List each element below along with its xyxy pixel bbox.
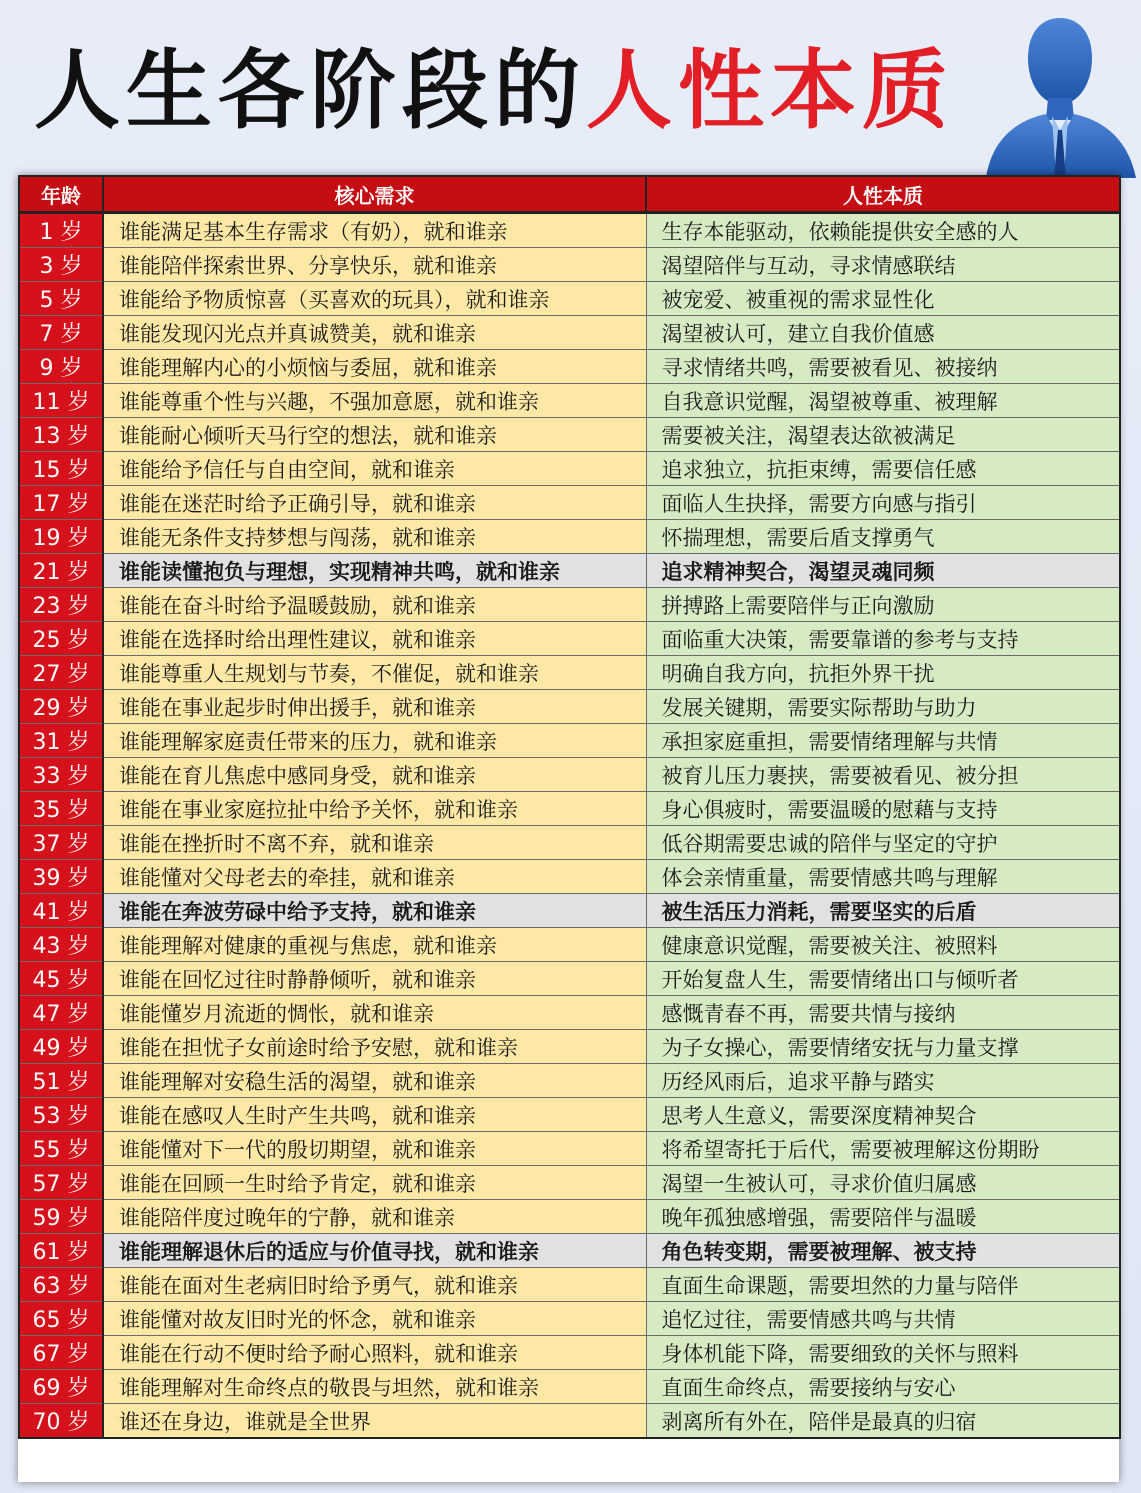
table-row — [19, 486, 1120, 520]
need-cell: 谁能在选择时给出理性建议，就和谁亲 — [103, 622, 646, 656]
header-need: 核心需求 — [103, 176, 646, 213]
age-cell: 17 岁 — [19, 486, 103, 520]
nature-cell: 直面生命终点，需要接纳与安心 — [646, 1370, 1120, 1404]
header-row — [19, 176, 1120, 213]
table-row — [19, 520, 1120, 554]
age-cell: 43 岁 — [19, 928, 103, 962]
need-cell: 谁还在身边，谁就是全世界 — [103, 1404, 646, 1439]
title-part-black: 人生各阶段的 — [34, 41, 586, 141]
nature-cell: 追忆过往，需要情感共鸣与共情 — [646, 1302, 1120, 1336]
need-cell: 谁能给予物质惊喜（买喜欢的玩具），就和谁亲 — [103, 282, 646, 316]
need-cell: 谁能在奔波劳碌中给予支持，就和谁亲 — [103, 894, 646, 928]
age-cell: 70 岁 — [19, 1404, 103, 1439]
nature-cell: 剥离所有外在，陪伴是最真的归宿 — [646, 1404, 1120, 1439]
table-row — [19, 384, 1120, 418]
age-cell: 31 岁 — [19, 724, 103, 758]
table-row — [19, 792, 1120, 826]
table-row — [19, 894, 1120, 928]
need-cell: 谁能理解退休后的适应与价值寻找，就和谁亲 — [103, 1234, 646, 1268]
age-cell: 45 岁 — [19, 962, 103, 996]
need-cell: 谁能在挫折时不离不弃，就和谁亲 — [103, 826, 646, 860]
nature-cell: 面临重大决策，需要靠谱的参考与支持 — [646, 622, 1120, 656]
age-cell: 57 岁 — [19, 1166, 103, 1200]
age-cell: 9 岁 — [19, 350, 103, 384]
need-cell: 谁能在回忆过往时静静倾听，就和谁亲 — [103, 962, 646, 996]
nature-cell: 健康意识觉醒，需要被关注、被照料 — [646, 928, 1120, 962]
age-cell: 1 岁 — [19, 213, 103, 248]
nature-cell: 追求精神契合，渴望灵魂同频 — [646, 554, 1120, 588]
age-cell: 47 岁 — [19, 996, 103, 1030]
need-cell: 谁能在感叹人生时产生共鸣，就和谁亲 — [103, 1098, 646, 1132]
nature-cell: 晚年孤独感增强，需要陪伴与温暖 — [646, 1200, 1120, 1234]
need-cell: 谁能发现闪光点并真诚赞美，就和谁亲 — [103, 316, 646, 350]
age-cell: 7 岁 — [19, 316, 103, 350]
need-cell: 谁能在事业起步时伸出援手，就和谁亲 — [103, 690, 646, 724]
age-cell: 25 岁 — [19, 622, 103, 656]
age-cell: 33 岁 — [19, 758, 103, 792]
age-cell: 37 岁 — [19, 826, 103, 860]
nature-cell: 被育儿压力裹挟，需要被看见、被分担 — [646, 758, 1120, 792]
nature-cell: 需要被关注，渴望表达欲被满足 — [646, 418, 1120, 452]
nature-cell: 被生活压力消耗，需要坚实的后盾 — [646, 894, 1120, 928]
table-row — [19, 656, 1120, 690]
table-row — [19, 452, 1120, 486]
header-nature: 人性本质 — [646, 176, 1120, 213]
nature-cell: 面临人生抉择，需要方向感与指引 — [646, 486, 1120, 520]
table — [18, 175, 1121, 1439]
table-row — [19, 1370, 1120, 1404]
age-cell: 3 岁 — [19, 248, 103, 282]
table-row — [19, 316, 1120, 350]
nature-cell: 渴望一生被认可，寻求价值归属感 — [646, 1166, 1120, 1200]
nature-cell: 渴望陪伴与互动，寻求情感联结 — [646, 248, 1120, 282]
age-cell: 35 岁 — [19, 792, 103, 826]
need-cell: 谁能读懂抱负与理想，实现精神共鸣，就和谁亲 — [103, 554, 646, 588]
nature-cell: 追求独立，抗拒束缚，需要信任感 — [646, 452, 1120, 486]
age-cell: 65 岁 — [19, 1302, 103, 1336]
table-row — [19, 1302, 1120, 1336]
age-cell: 19 岁 — [19, 520, 103, 554]
nature-cell: 身体机能下降，需要细致的关怀与照料 — [646, 1336, 1120, 1370]
page-title — [34, 36, 954, 146]
age-cell: 21 岁 — [19, 554, 103, 588]
table-row — [19, 350, 1120, 384]
title-part-red: 人性本质 — [586, 41, 954, 141]
table-row — [19, 860, 1120, 894]
need-cell: 谁能在行动不便时给予耐心照料，就和谁亲 — [103, 1336, 646, 1370]
nature-cell: 体会亲情重量，需要情感共鸣与理解 — [646, 860, 1120, 894]
table-row — [19, 1132, 1120, 1166]
nature-cell: 历经风雨后，追求平静与踏实 — [646, 1064, 1120, 1098]
table-row — [19, 588, 1120, 622]
need-cell: 谁能在奋斗时给予温暖鼓励，就和谁亲 — [103, 588, 646, 622]
nature-cell: 渴望被认可，建立自我价值感 — [646, 316, 1120, 350]
table-row — [19, 1166, 1120, 1200]
need-cell: 谁能陪伴度过晚年的宁静，就和谁亲 — [103, 1200, 646, 1234]
table-row — [19, 690, 1120, 724]
table-row — [19, 826, 1120, 860]
age-cell: 15 岁 — [19, 452, 103, 486]
need-cell: 谁能陪伴探索世界、分享快乐，就和谁亲 — [103, 248, 646, 282]
nature-cell: 生存本能驱动，依赖能提供安全感的人 — [646, 213, 1120, 248]
table-row — [19, 996, 1120, 1030]
table-row — [19, 1336, 1120, 1370]
nature-cell: 被宠爱、被重视的需求显性化 — [646, 282, 1120, 316]
age-cell: 59 岁 — [19, 1200, 103, 1234]
table-row — [19, 724, 1120, 758]
need-cell: 谁能给予信任与自由空间，就和谁亲 — [103, 452, 646, 486]
age-cell: 39 岁 — [19, 860, 103, 894]
table-row — [19, 1030, 1120, 1064]
nature-cell: 身心俱疲时，需要温暖的慰藉与支持 — [646, 792, 1120, 826]
age-cell: 61 岁 — [19, 1234, 103, 1268]
nature-cell: 拼搏路上需要陪伴与正向激励 — [646, 588, 1120, 622]
table-row — [19, 758, 1120, 792]
table-row — [19, 213, 1120, 248]
table-row — [19, 928, 1120, 962]
table-row — [19, 1268, 1120, 1302]
need-cell: 谁能懂对父母老去的牵挂，就和谁亲 — [103, 860, 646, 894]
table-row — [19, 1404, 1120, 1439]
nature-cell: 感慨青春不再，需要共情与接纳 — [646, 996, 1120, 1030]
table-row — [19, 622, 1120, 656]
need-cell: 谁能理解家庭责任带来的压力，就和谁亲 — [103, 724, 646, 758]
age-cell: 29 岁 — [19, 690, 103, 724]
table-row — [19, 418, 1120, 452]
table-row — [19, 962, 1120, 996]
nature-cell: 将希望寄托于后代，需要被理解这份期盼 — [646, 1132, 1120, 1166]
table-row — [19, 1098, 1120, 1132]
age-cell: 51 岁 — [19, 1064, 103, 1098]
table-row — [19, 282, 1120, 316]
age-cell: 67 岁 — [19, 1336, 103, 1370]
need-cell: 谁能满足基本生存需求（有奶），就和谁亲 — [103, 213, 646, 248]
need-cell: 谁能在迷茫时给予正确引导，就和谁亲 — [103, 486, 646, 520]
need-cell: 谁能理解对安稳生活的渴望，就和谁亲 — [103, 1064, 646, 1098]
header-age: 年龄 — [19, 176, 103, 213]
need-cell: 谁能理解对健康的重视与焦虑，就和谁亲 — [103, 928, 646, 962]
need-cell: 谁能尊重个性与兴趣，不强加意愿，就和谁亲 — [103, 384, 646, 418]
need-cell: 谁能懂对故友旧时光的怀念，就和谁亲 — [103, 1302, 646, 1336]
nature-cell: 开始复盘人生，需要情绪出口与倾听者 — [646, 962, 1120, 996]
need-cell: 谁能耐心倾听天马行空的想法，就和谁亲 — [103, 418, 646, 452]
table-row — [19, 248, 1120, 282]
nature-cell: 发展关键期，需要实际帮助与助力 — [646, 690, 1120, 724]
need-cell: 谁能在担忧子女前途时给予安慰，就和谁亲 — [103, 1030, 646, 1064]
age-cell: 53 岁 — [19, 1098, 103, 1132]
nature-cell: 直面生命课题，需要坦然的力量与陪伴 — [646, 1268, 1120, 1302]
table-row — [19, 554, 1120, 588]
age-cell: 27 岁 — [19, 656, 103, 690]
need-cell: 谁能在事业家庭拉扯中给予关怀，就和谁亲 — [103, 792, 646, 826]
need-cell: 谁能无条件支持梦想与闯荡，就和谁亲 — [103, 520, 646, 554]
nature-cell: 怀揣理想，需要后盾支撑勇气 — [646, 520, 1120, 554]
need-cell: 谁能尊重人生规划与节奏，不催促，就和谁亲 — [103, 656, 646, 690]
nature-cell: 为子女操心，需要情绪安抚与力量支撑 — [646, 1030, 1120, 1064]
need-cell: 谁能懂岁月流逝的惆怅，就和谁亲 — [103, 996, 646, 1030]
need-cell: 谁能在育儿焦虑中感同身受，就和谁亲 — [103, 758, 646, 792]
age-cell: 11 岁 — [19, 384, 103, 418]
table-row — [19, 1234, 1120, 1268]
table-body — [19, 213, 1120, 1439]
age-cell: 63 岁 — [19, 1268, 103, 1302]
businessman-silhouette-icon — [978, 8, 1138, 178]
age-cell: 13 岁 — [19, 418, 103, 452]
nature-cell: 低谷期需要忠诚的陪伴与坚定的守护 — [646, 826, 1120, 860]
nature-cell: 明确自我方向，抗拒外界干扰 — [646, 656, 1120, 690]
age-cell: 5 岁 — [19, 282, 103, 316]
age-cell: 41 岁 — [19, 894, 103, 928]
nature-cell: 承担家庭重担，需要情绪理解与共情 — [646, 724, 1120, 758]
nature-cell: 思考人生意义，需要深度精神契合 — [646, 1098, 1120, 1132]
life-stages-table — [18, 175, 1119, 1482]
need-cell: 谁能理解内心的小烦恼与委屈，就和谁亲 — [103, 350, 646, 384]
table-row — [19, 1200, 1120, 1234]
nature-cell: 自我意识觉醒，渴望被尊重、被理解 — [646, 384, 1120, 418]
age-cell: 49 岁 — [19, 1030, 103, 1064]
need-cell: 谁能在回顾一生时给予肯定，就和谁亲 — [103, 1166, 646, 1200]
nature-cell: 角色转变期，需要被理解、被支持 — [646, 1234, 1120, 1268]
age-cell: 69 岁 — [19, 1370, 103, 1404]
table-row — [19, 1064, 1120, 1098]
need-cell: 谁能理解对生命终点的敬畏与坦然，就和谁亲 — [103, 1370, 646, 1404]
age-cell: 55 岁 — [19, 1132, 103, 1166]
nature-cell: 寻求情绪共鸣，需要被看见、被接纳 — [646, 350, 1120, 384]
need-cell: 谁能懂对下一代的殷切期望，就和谁亲 — [103, 1132, 646, 1166]
need-cell: 谁能在面对生老病旧时给予勇气，就和谁亲 — [103, 1268, 646, 1302]
age-cell: 23 岁 — [19, 588, 103, 622]
